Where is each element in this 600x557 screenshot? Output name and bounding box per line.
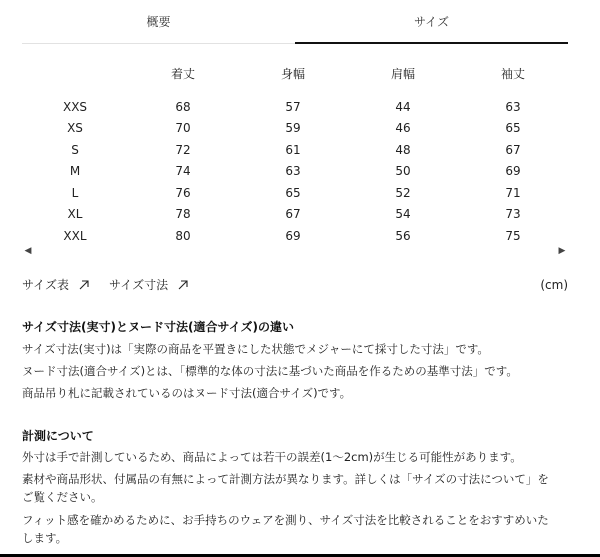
measurement-cell: 50: [395, 164, 411, 179]
table-row: [22, 204, 568, 226]
scroll-left-icon[interactable]: ◀: [24, 246, 32, 256]
difference-title: サイズ寸法(実寸)とヌード寸法(適合サイズ)の違い: [22, 320, 295, 334]
measurement-cell: 56: [395, 228, 411, 243]
measurement-cell: 46: [395, 121, 411, 136]
measurement-cell: 65: [285, 185, 301, 200]
measurement-cell: 68: [175, 99, 191, 114]
size-table: [22, 62, 568, 247]
measure-line-1: 外寸は手で計測しているため、商品によっては若干の誤差(1〜2cm)が生じる可能性があります。: [22, 450, 522, 464]
measurement-cell: 74: [175, 164, 191, 179]
scroll-right-icon[interactable]: ▶: [558, 246, 566, 256]
measurement-cell: 63: [285, 164, 301, 179]
unit-label: (cm): [540, 278, 568, 292]
size-label-cell: L: [71, 185, 79, 200]
difference-line-2: ヌード寸法(適合サイズ)とは、「標準的な体の寸法に基づいた商品を作るための基準寸法」です。: [22, 364, 518, 378]
measurement-cell: 67: [285, 207, 301, 222]
size-chart-link-label: サイズ表: [22, 278, 70, 292]
measurement-cell: 54: [395, 207, 411, 222]
measurement-cell: 69: [285, 228, 301, 243]
measurement-cell: 63: [505, 99, 521, 114]
size-label-cell: XXL: [63, 228, 87, 243]
size-links: [22, 276, 188, 293]
table-header-length: 着丈: [170, 66, 195, 81]
measurement-cell: 69: [505, 164, 521, 179]
table-scrollbar[interactable]: [22, 245, 568, 257]
measurement-cell: 44: [395, 99, 411, 114]
size-label-cell: XS: [67, 121, 83, 136]
measure-line-3: ご覧ください。: [22, 490, 103, 504]
tab-size[interactable]: サイズ: [295, 0, 568, 43]
table-header-width: 身幅: [280, 66, 305, 81]
measurement-cell: 65: [505, 121, 521, 136]
table-row: [22, 182, 568, 204]
measurement-cell: 75: [505, 228, 521, 243]
difference-line-1: サイズ寸法(実寸)は「実際の商品を平置きにした状態でメジャーにて採寸した寸法」です。: [22, 342, 489, 356]
table-row: [22, 96, 568, 118]
measurement-cell: 57: [285, 99, 301, 114]
table-row: [22, 225, 568, 247]
table-header-shoulder: 肩幅: [390, 66, 415, 81]
measurement-cell: 67: [505, 142, 521, 157]
measure-line-2: 素材や商品形状、付属品の有無によって計測方法が異なります。詳しくは「サイズの寸法について」を: [22, 472, 549, 486]
measurement-cell: 52: [395, 185, 411, 200]
measurement-cell: 71: [505, 185, 521, 200]
size-label-cell: XL: [67, 207, 83, 222]
size-label-cell: M: [69, 164, 81, 179]
table-row: [22, 139, 568, 161]
tab-bar: [22, 0, 568, 44]
measure-line-5: します。: [22, 531, 68, 545]
measurement-cell: 78: [175, 207, 191, 222]
difference-line-3: 商品吊り札に記載されているのはヌード寸法(適合サイズ)です。: [22, 386, 352, 400]
table-header-row: [22, 62, 568, 96]
measurement-cell: 59: [285, 121, 301, 136]
size-label-cell: S: [71, 142, 79, 157]
measure-line-4: フィット感を確かめるために、お手持ちのウェアを測り、サイズ寸法を比較されることをおすすめいた: [22, 513, 549, 527]
external-arrow-icon: [178, 280, 188, 290]
measurement-cell: 80: [175, 228, 191, 243]
size-chart-link[interactable]: [22, 276, 89, 293]
table-header-size: [22, 62, 128, 96]
external-arrow-icon: [79, 280, 89, 290]
size-measure-link-label: サイズ寸法: [109, 278, 169, 292]
measurement-cell: 72: [175, 142, 191, 157]
size-label-cell: XXS: [62, 99, 88, 114]
measurement-cell: 61: [285, 142, 301, 157]
table-header-sleeve: 袖丈: [500, 66, 525, 81]
measurement-cell: 70: [175, 121, 191, 136]
tab-overview[interactable]: 概要: [146, 15, 171, 29]
table-row: [22, 161, 568, 183]
measurement-cell: 76: [175, 185, 191, 200]
measurement-cell: 73: [505, 207, 521, 222]
table-row: [22, 118, 568, 140]
measurement-cell: 48: [395, 142, 411, 157]
measure-title: 計測について: [22, 429, 94, 443]
size-measure-link[interactable]: [109, 276, 188, 293]
